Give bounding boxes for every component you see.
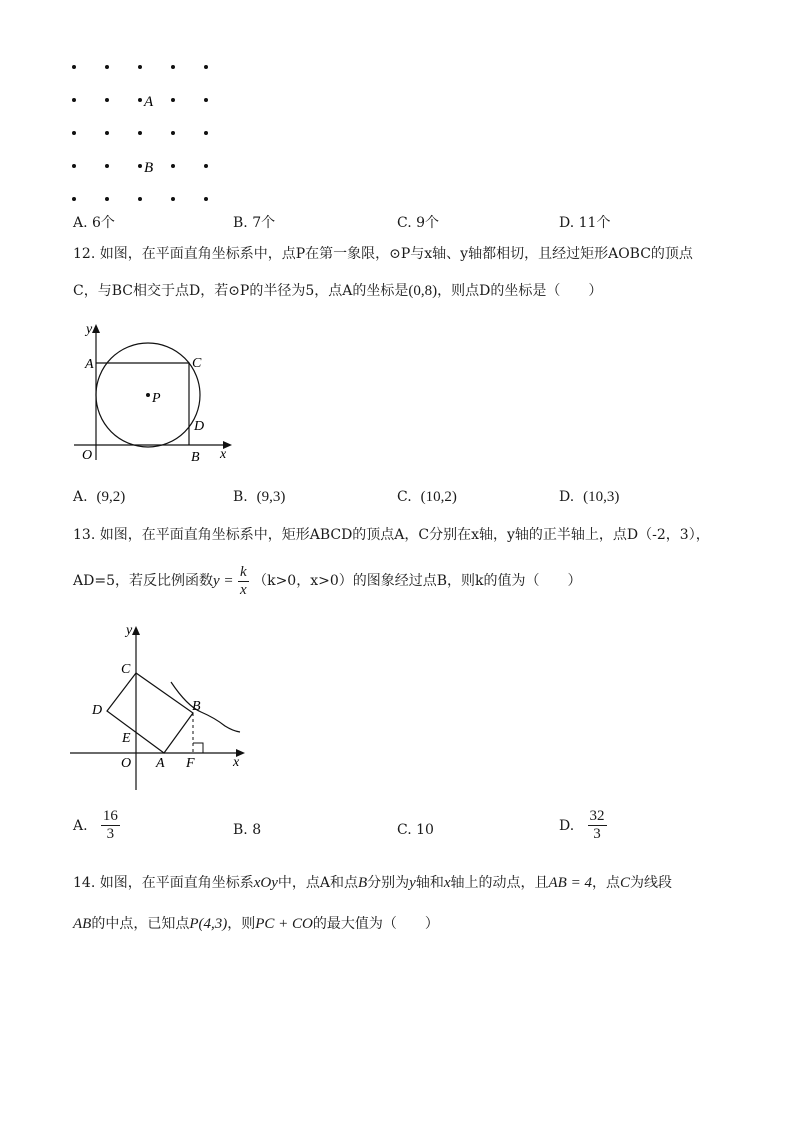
label-point-a: A — [144, 94, 154, 110]
q12-label-a: A — [85, 357, 94, 372]
q12-label-c: C — [192, 356, 202, 371]
q12-option-a[interactable]: A. (9,2) — [73, 489, 126, 505]
q12-label-o: O — [82, 448, 93, 463]
q12-option-b[interactable]: B. (9,3) — [233, 489, 286, 505]
q13-label-y: y — [126, 623, 133, 638]
q13-question-line1: 13. 如图，在平面直角坐标系中，矩形ABCD的顶点A，C分别在x轴，y轴的正半轴上，点D（-2，3）， — [73, 527, 710, 543]
grid-dots — [72, 65, 208, 201]
q11-option-d[interactable]: D. 11个 — [559, 215, 611, 231]
q13-option-b[interactable]: B. 8 — [233, 822, 262, 838]
q12-figure — [70, 318, 240, 468]
label-point-b: B — [144, 160, 154, 176]
q13-function-lhs: y = — [212, 573, 234, 589]
q13-label-x: x — [233, 755, 240, 770]
q13-label-f: F — [186, 756, 195, 771]
q12-label-d: D — [194, 419, 205, 434]
q12-text-a: C，与BC相交于点D，若⊙P的半径为5，点A的坐标是 — [73, 283, 409, 299]
q13-label-a: A — [156, 756, 165, 771]
q13-label-c: C — [121, 662, 131, 677]
q13-option-a[interactable]: A. $\frac{16}{3}$ — [73, 808, 118, 842]
q13-option-d[interactable]: D. $\frac{32}{3}$ — [559, 808, 605, 842]
q12-label-x: x — [220, 447, 227, 462]
q11-option-c[interactable]: C. 9个 — [397, 215, 440, 231]
q12-label-p: P — [152, 391, 161, 406]
q11-option-b[interactable]: B. 7个 — [233, 215, 276, 231]
q12-label-y: y — [86, 322, 93, 337]
q12-option-c[interactable]: C. (10,2) — [397, 489, 457, 505]
q13-figure — [65, 618, 265, 793]
q13-option-c[interactable]: C. 10 — [397, 822, 434, 838]
q13-question-line2: AD=5，若反比例函数y = $\frac{k}{x}$ （k>0，x>0）的图象经过点B，则k的值为（ ） — [73, 563, 582, 598]
q12-coordinate: (0,8) — [408, 283, 438, 299]
q13-label-e: E — [122, 731, 131, 746]
q12-question-line1: 12. 如图，在平面直角坐标系中，点P在第一象限，⊙P与x轴、y轴都相切，且经过矩形AOBC的顶点 — [73, 246, 693, 262]
q14-question-line1: 14. 如图，在平面直角坐标系xOy中，点A和点B分别为y轴和x轴上的动点，且AB = 4，点C为线段 — [73, 875, 672, 891]
q13-label-d: D — [92, 703, 103, 718]
q13-function-fraction: $\frac{k}{x}$ — [239, 563, 247, 598]
q12-option-d[interactable]: D. (10,3) — [559, 489, 620, 505]
q12-text-b: ，则点D的坐标是（ ） — [437, 283, 603, 299]
q11-option-a[interactable]: A. 6个 — [73, 215, 115, 231]
q13-label-b: B — [192, 699, 201, 714]
q13-label-o: O — [121, 756, 132, 771]
q12-question-line2 — [73, 281, 602, 301]
q14-question-line2: AB的中点，已知点P(4,3)，则PC + CO的最大值为（ ） — [73, 916, 439, 932]
dot-grid-figure — [60, 55, 230, 210]
q12-label-b: B — [191, 450, 200, 465]
